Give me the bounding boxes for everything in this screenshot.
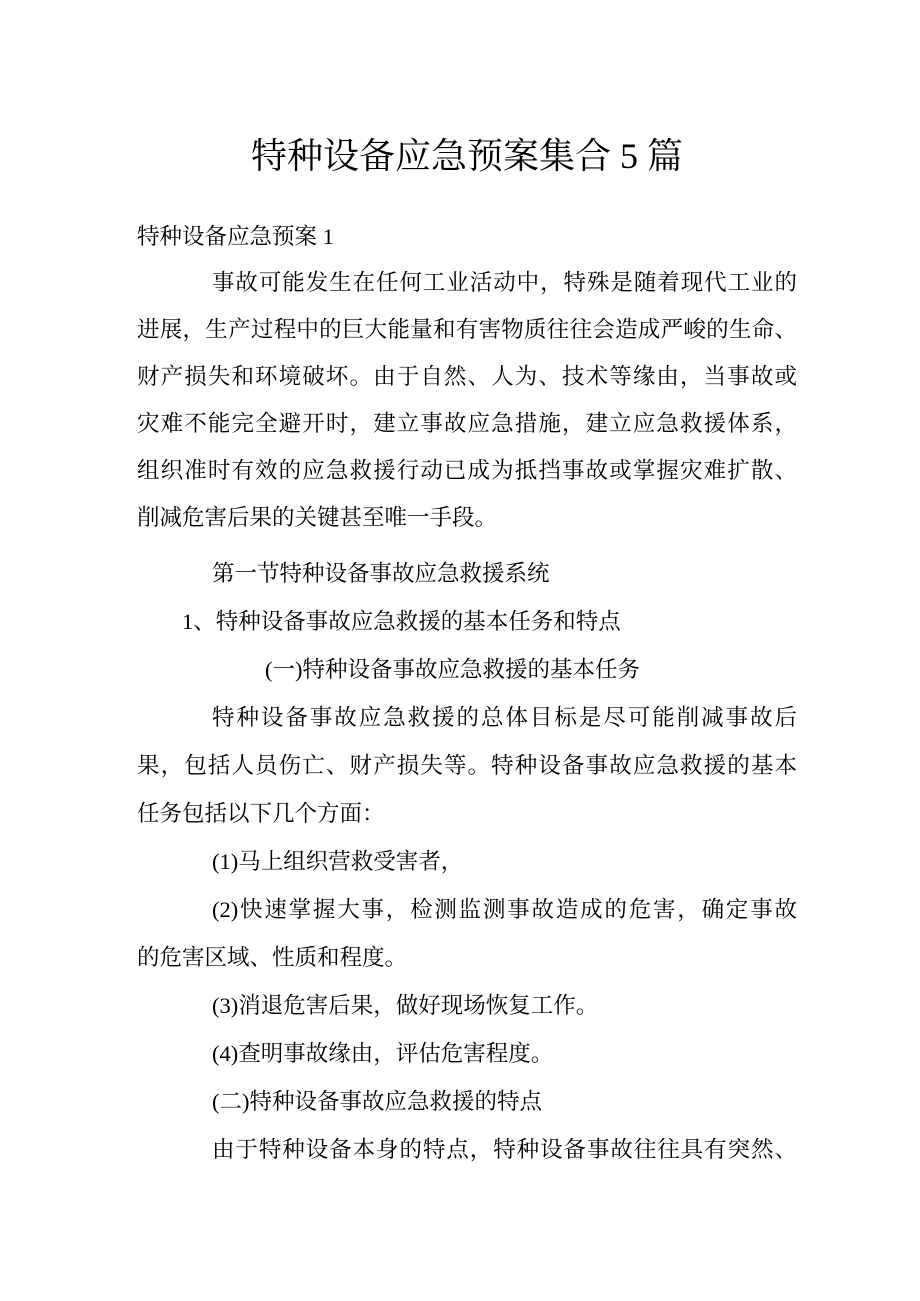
paragraph-line: 财产损失和环境破坏。由于自然、人为、技术等缘由，当事故或 bbox=[137, 364, 797, 389]
paragraph-line: 任务包括以下几个方面： bbox=[137, 801, 385, 826]
section-heading-line: 第一节特种设备事故应急救援系统 bbox=[212, 561, 550, 586]
list-item-line: (2)快速掌握大事，检测监测事故造成的危害，确定事故 bbox=[212, 897, 797, 922]
paragraph-line: 果，包括人员伤亡、财产损失等。特种设备事故应急救援的基本 bbox=[137, 753, 797, 778]
list-item-line: (3)消退危害后果，做好现场恢复工作。 bbox=[212, 993, 599, 1018]
section-heading-line: 1、特种设备事故应急救援的基本任务和特点 bbox=[182, 609, 621, 634]
document-subtitle: 特种设备应急预案 1 bbox=[137, 224, 334, 249]
paragraph-line: 特种设备事故应急救援的总体目标是尽可能削减事故后 bbox=[212, 705, 797, 730]
paragraph-line: 事故可能发生在任何工业活动中，特殊是随着现代工业的 bbox=[212, 270, 797, 295]
document-content bbox=[137, 0, 797, 1174]
paragraph-line: 由于特种设备本身的特点，特种设备事故往往具有突然、 bbox=[212, 1137, 797, 1162]
list-item-line: (4)查明事故缘由，评估危害程度。 bbox=[212, 1041, 554, 1066]
section-heading-line: (一)特种设备事故应急救援的基本任务 bbox=[265, 657, 640, 682]
paragraph-line: 组织准时有效的应急救援行动已成为抵挡事故或掌握灾难扩散、 bbox=[137, 458, 797, 483]
paragraph-line: 进展，生产过程中的巨大能量和有害物质往往会造成严峻的生命、 bbox=[137, 317, 797, 342]
section-heading-line: (二)特种设备事故应急救援的特点 bbox=[212, 1089, 542, 1114]
list-item-line: (1)马上组织营救受害者， bbox=[212, 849, 464, 874]
document-title: 特种设备应急预案集合 5 篇 bbox=[250, 136, 683, 176]
paragraph-line: 灾难不能完全避开时，建立事故应急措施，建立应急救援体系， bbox=[137, 411, 797, 436]
paragraph-line: 削减危害后果的关键甚至唯一手段。 bbox=[137, 505, 498, 530]
list-item-line: 的危害区域、性质和程度。 bbox=[137, 945, 408, 970]
